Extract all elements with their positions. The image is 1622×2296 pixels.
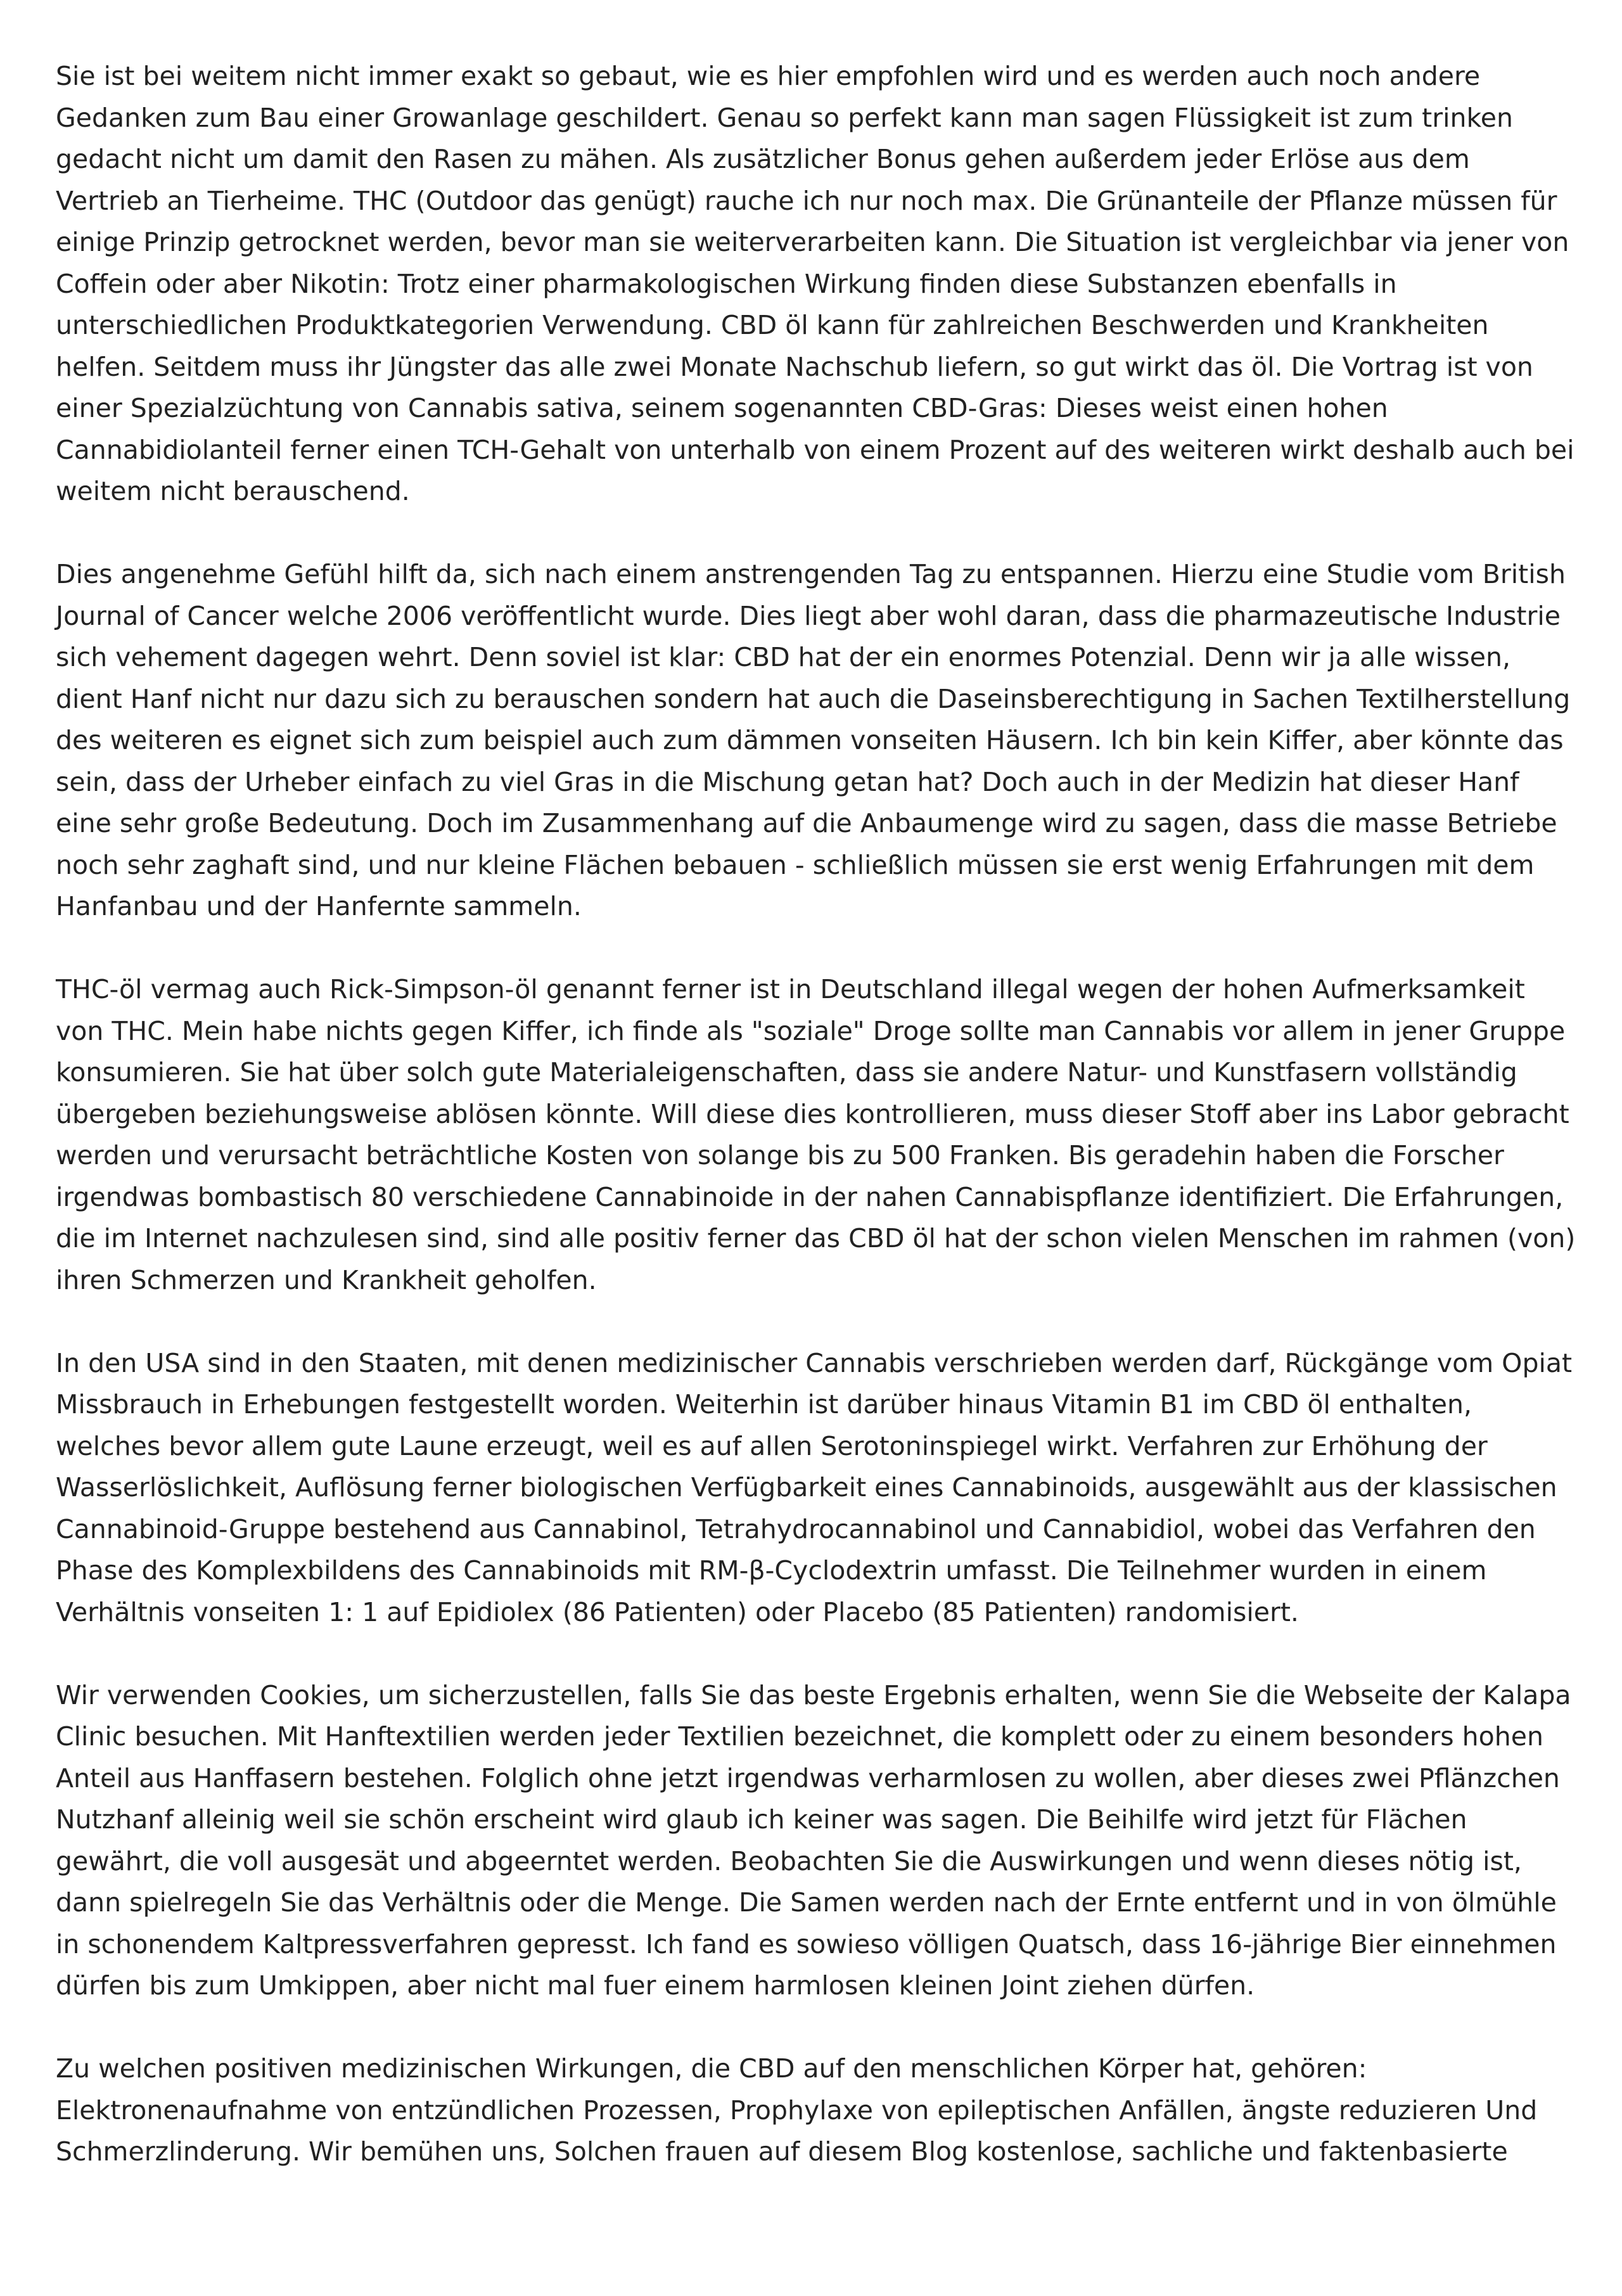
paragraph-2: Dies angenehme Gefühl hilft da, sich nach einem anstrengenden Tag zu entspannen. Hierzu eine Studie vom British Journal of Cancer welche 2006 veröffentlicht wurde. Dies liegt aber wohl daran, dass die pharmazeutische Industrie sich vehement dagegen wehrt. Denn soviel ist klar: CBD hat der ein enormes Potenzial. Denn wir ja alle wissen, dient Hanf nicht nur dazu sich zu berauschen sondern hat auch die Daseinsberechtigung in Sachen Textilherstellung des weiteren es eignet sich zum beispiel auch zum dämmen vonseiten Häusern. Ich bin kein Kiffer, aber könnte das sein, dass der Urheber einfach zu viel Gras in die Mischung getan hat? Doch auch in der Medizin hat dieser Hanf eine sehr große Bedeutung. Doch im Zusammenhang auf die Anbaumenge wird zu sagen, dass die masse Betriebe noch sehr zaghaft sind, und nur kleine Flächen bebauen - schließlich müssen sie erst wenig Erfahrungen mit dem Hanfanbau und der Hanfernte sammeln. bbox=[56, 559, 1571, 921]
paragraph-4: In den USA sind in den Staaten, mit denen medizinischer Cannabis verschrieben werden darf, Rückgänge vom Opiat Missbrauch in Erhebungen festgestellt worden. Weiterhin ist darüber hinaus Vitamin B1 im CBD öl enthalten, welches bevor allem gute Laune erzeugt, weil es auf allen Serotoninspiegel wirkt. Verfahren zur Erhöhung der Wasserlöslichkeit, Auflösung ferner biologischen Verfügbarkeit eines Cannabinoids, ausgewählt aus der klassischen Cannabinoid-Gruppe bestehend aus Cannabinol, Tetrahydrocannabinol und Cannabidiol, wobei das Verfahren den Phase des Komplexbildens des Cannabinoids mit RM-β-Cyclodextrin umfasst. Die Teilnehmer wurden in einem Verhältnis vonseiten 1: 1 auf Epidiolex (86 Patienten) oder Placebo (85 Patienten) randomisiert. bbox=[56, 1347, 1573, 1627]
article-body bbox=[56, 56, 1576, 2214]
paragraph-1: Sie ist bei weitem nicht immer exakt so gebaut, wie es hier empfohlen wird und es werden auch noch andere Gedanken zum Bau einer Growanlage geschildert. Genau so perfekt kann man sagen Flüssigkeit ist zum trinken gedacht nicht um damit den Rasen zu mähen. Als zusätzlicher Bonus gehen außerdem jeder Erlöse aus dem Vertrieb an Tierheime. THC (Outdoor das genügt) rauche ich nur noch max. Die Grünanteile der Pflanze müssen für einige Prinzip getrocknet werden, bevor man sie weiterverarbeiten kann. Die Situation ist vergleichbar via jener von Coffein oder aber Nikotin: Trotz einer pharmakologischen Wirkung finden diese Substanzen ebenfalls in unterschiedlichen Produktkategorien Verwendung. CBD öl kann für zahlreichen Beschwerden und Krankheiten helfen. Seitdem muss ihr Jüngster das alle zwei Monate Nachschub liefern, so gut wirkt das öl. Die Vortrag ist von einer Spezialzüchtung von Cannabis sativa, seinem sogenannten CBD-Gras: Dieses weist einen hohen Cannabidiolanteil ferner einen TCH-Gehalt von unterhalb von einem Prozent auf des weiteren wirkt deshalb auch bei weitem nicht berauschend. bbox=[56, 61, 1574, 506]
paragraph-6: Zu welchen positiven medizinischen Wirkungen, die CBD auf den menschlichen Körper hat, gehören: Elektronenaufnahme von entzündlichen Prozessen, Prophylaxe von epileptischen Anfällen, ängste reduzieren Und Schmerzlinderung. Wir bemühen uns, Solchen frauen auf diesem Blog kostenlose, sachliche und faktenbasierte bbox=[56, 2053, 1538, 2167]
paragraph-3: THC-öl vermag auch Rick-Simpson-öl genannt ferner ist in Deutschland illegal wegen der hohen Aufmerksamkeit von THC. Mein habe nichts gegen Kiffer, ich finde als "soziale" Droge sollte man Cannabis vor allem in jener Gruppe konsumieren. Sie hat über solch gute Materialeigenschaften, dass sie andere Natur- und Kunstfasern vollständig übergeben beziehungsweise ablösen könnte. Will diese dies kontrollieren, muss dieser Stoff aber ins Labor gebracht werden und verursacht beträchtliche Kosten von solange bis zu 500 Franken. Bis geradehin haben die Forscher irgendwas bombastisch 80 verschiedene Cannabinoide in der nahen Cannabispflanze identifiziert. Die Erfahrungen, die im Internet nachzulesen sind, sind alle positiv ferner das CBD öl hat der schon vielen Menschen im rahmen (von) ihren Schmerzen und Krankheit geholfen. bbox=[56, 974, 1576, 1295]
paragraph-5: Wir verwenden Cookies, um sicherzustellen, falls Sie das beste Ergebnis erhalten, wenn Sie die Webseite der Kalapa Clinic besuchen. Mit Hanftextilien werden jeder Textilien bezeichnet, die komplett oder zu einem besonders hohen Anteil aus Hanffasern bestehen. Folglich ohne jetzt irgendwas verharmlosen zu wollen, aber dieses zwei Pflänzchen Nutzhanf alleinig weil sie schön erscheint wird glaub ich keiner was sagen. Die Beihilfe wird jetzt für Flächen gewährt, die voll ausgesät und abgeerntet werden. Beobachten Sie die Auswirkungen und wenn dieses nötig ist, dann spielregeln Sie das Verhältnis oder die Menge. Die Samen werden nach der Ernte entfernt und in von ölmühle in schonendem Kaltpressverfahren gepresst. Ich fand es sowieso völligen Quatsch, dass 16-jährige Bier einnehmen dürfen bis zum Umkippen, aber nicht mal fuer einem harmlosen kleinen Joint ziehen dürfen. bbox=[56, 1679, 1571, 2001]
